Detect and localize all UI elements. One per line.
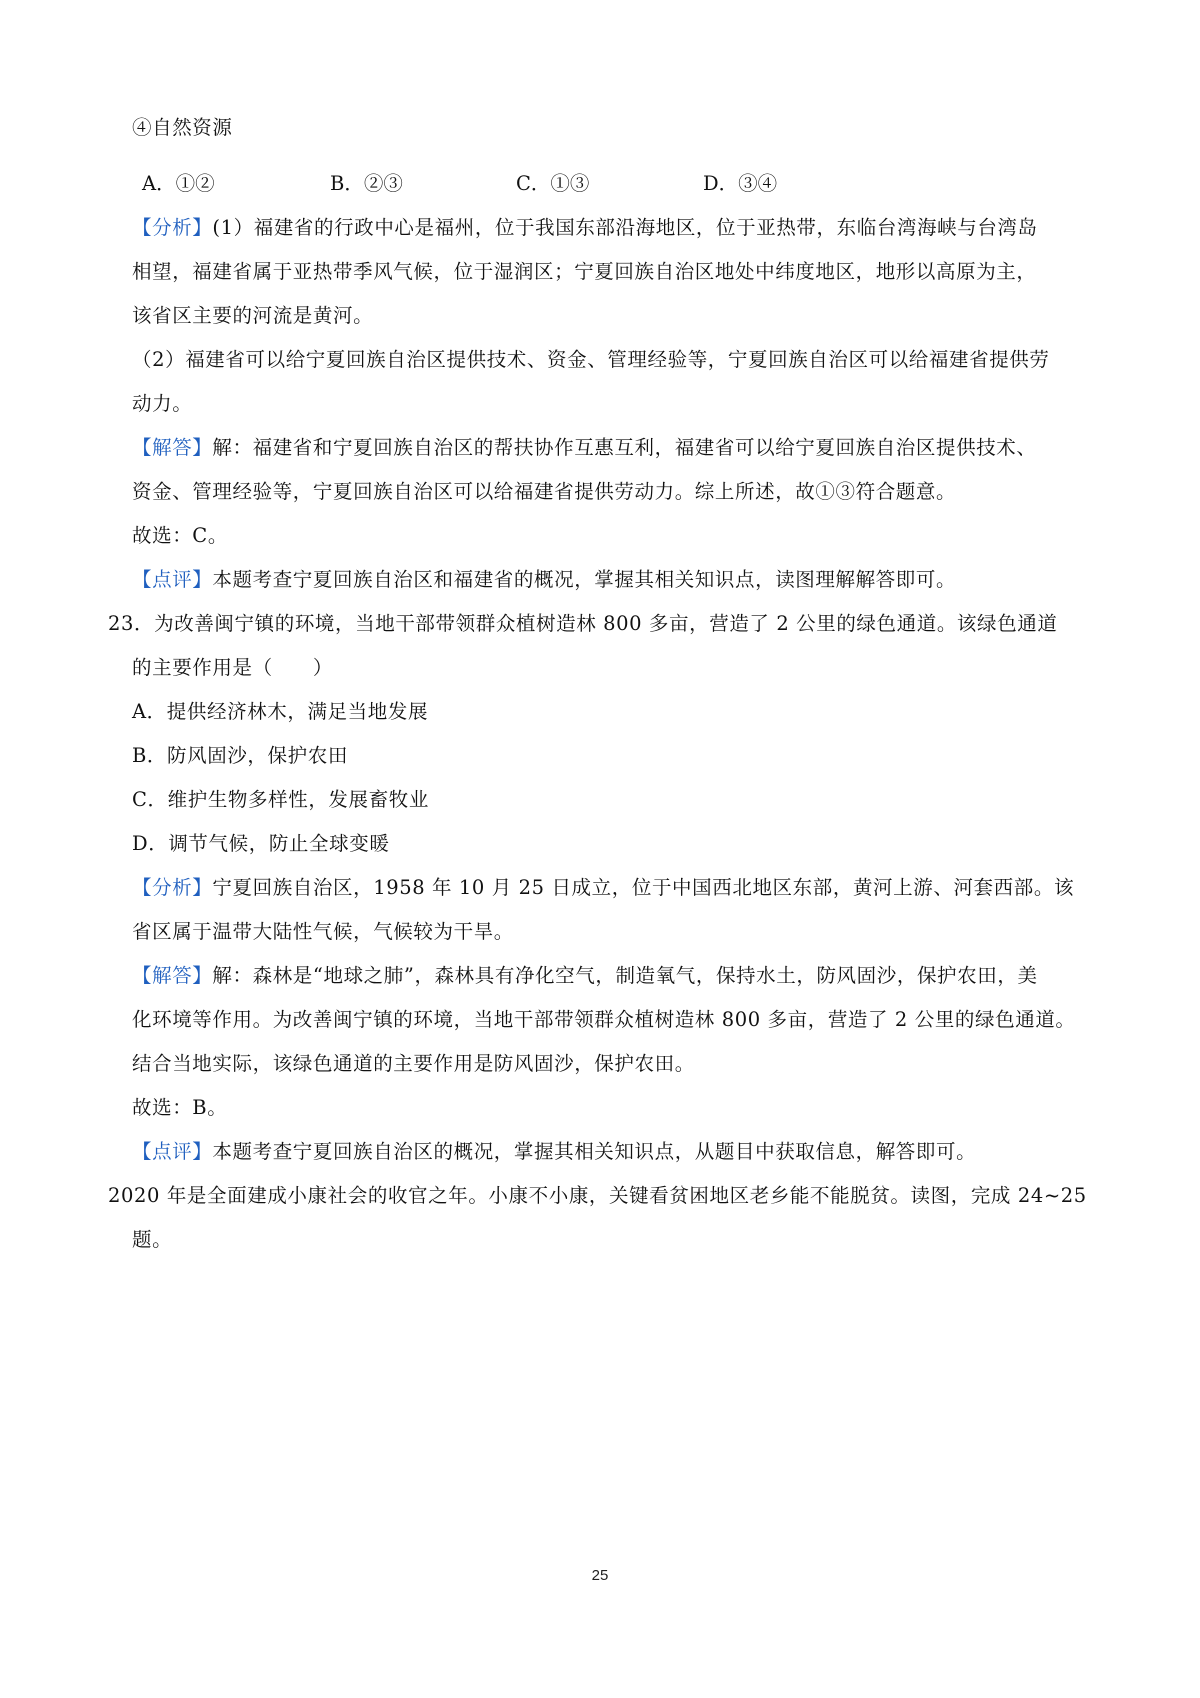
- q22-choice-result: 故选：C。: [132, 524, 228, 547]
- q22-choice-b: B．②③: [330, 172, 403, 195]
- q23-stem-line-2: 的主要作用是（ ）: [132, 656, 334, 679]
- q23-answer-line-2: 化环境等作用。为改善闽宁镇的环境，当地干部带领群众植树造林 800 多亩，营造了 2 公里的绿色通道。: [132, 1008, 1076, 1031]
- analysis-tag: 【分析】: [132, 876, 213, 899]
- q22-analysis-line-3: 该省区主要的河流是黄河。: [132, 304, 374, 327]
- q23-stem-line-1: 23．为改善闽宁镇的环境，当地干部带领群众植树造林 800 多亩，营造了 2 公里的绿色通道。该绿色通道: [108, 612, 1058, 635]
- review-tag: 【点评】: [132, 568, 213, 591]
- q22-analysis-line-1: [132, 214, 1038, 242]
- q22-analysis-line-2: 相望，福建省属于亚热带季风气候，位于湿润区；宁夏回族自治区地处中纬度地区，地形以高原为主，: [132, 260, 1037, 283]
- review-tag: 【点评】: [132, 1140, 213, 1163]
- q23-answer-line-1: [132, 962, 1038, 990]
- q23-review: [132, 1138, 976, 1166]
- q23-choice-result: 故选：B。: [132, 1096, 228, 1119]
- answer-tag: 【解答】: [132, 964, 213, 987]
- q22-answer-text-1: 解：福建省和宁夏回族自治区的帮扶协作互惠互利，福建省可以给宁夏回族自治区提供技术、: [212, 436, 1037, 459]
- q23-analysis-line-2: 省区属于温带大陆性气候，气候较为干旱。: [132, 920, 514, 943]
- q23-option-a: A．提供经济林木，满足当地发展: [132, 700, 429, 723]
- intro-24-25-line-1: 2020 年是全面建成小康社会的收官之年。小康不小康，关键看贫困地区老乡能不能脱贫。读图，完成 24~25: [108, 1184, 1087, 1207]
- q22-answer-line-1: [132, 434, 1037, 462]
- q22-choice-c: C．①③: [516, 172, 590, 195]
- q22-analysis-line-5: 动力。: [132, 392, 193, 415]
- q22-review: [132, 566, 956, 594]
- q22-answer-line-2: 资金、管理经验等，宁夏回族自治区可以给福建省提供劳动力。综上所述，故①③符合题意。: [132, 480, 957, 503]
- answer-tag: 【解答】: [132, 436, 213, 459]
- q22-choice-a: A．①②: [142, 172, 215, 195]
- q22-choices: [142, 170, 1102, 198]
- analysis-tag: 【分析】: [132, 216, 213, 239]
- q23-analysis-line-1: [132, 874, 1074, 902]
- q22-choice-d: D．③④: [703, 172, 778, 195]
- q22-analysis-line-4: （2）福建省可以给宁夏回族自治区提供技术、资金、管理经验等，宁夏回族自治区可以给福建省提供劳: [132, 348, 1050, 371]
- q23-option-b: B．防风固沙，保护农田: [132, 744, 348, 767]
- q23-analysis-text-1: 宁夏回族自治区，1958 年 10 月 25 日成立，位于中国西北地区东部，黄河上游、河套西部。该: [212, 876, 1075, 899]
- q23-review-text: 本题考查宁夏回族自治区的概况，掌握其相关知识点，从题目中获取信息，解答即可。: [212, 1140, 977, 1163]
- q22-option-4: ④自然资源: [132, 116, 233, 139]
- q22-review-text: 本题考查宁夏回族自治区和福建省的概况，掌握其相关知识点，读图理解解答即可。: [212, 568, 957, 591]
- q23-option-d: D．调节气候，防止全球变暖: [132, 832, 390, 855]
- q22-analysis-text-1: (1）福建省的行政中心是福州，位于我国东部沿海地区，位于亚热带，东临台湾海峡与台湾岛: [212, 216, 1038, 239]
- q23-answer-text-1: 解：森林是“地球之肺”，森林具有净化空气，制造氧气，保持水土，防风固沙，保护农田，美: [212, 964, 1038, 987]
- page-number: 25: [591, 1567, 609, 1584]
- q23-option-c: C．维护生物多样性，发展畜牧业: [132, 788, 429, 811]
- intro-24-25-line-2: 题。: [132, 1228, 173, 1251]
- q23-answer-line-3: 结合当地实际，该绿色通道的主要作用是防风固沙，保护农田。: [132, 1052, 695, 1075]
